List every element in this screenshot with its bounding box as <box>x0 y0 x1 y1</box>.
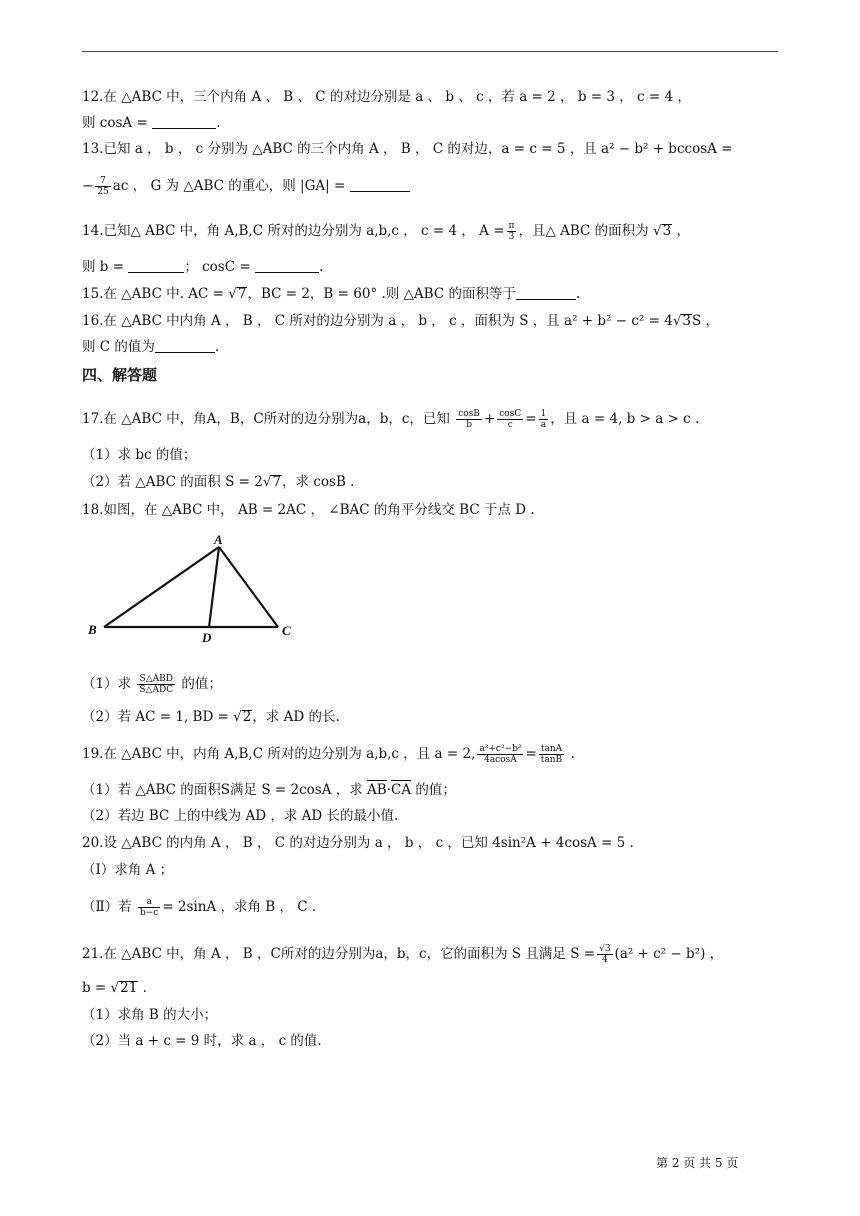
triangle-figure <box>84 532 304 646</box>
q17-part1: （1）求 bc 的值； <box>82 447 197 463</box>
fraction: $\frac{√3}{4}$ <box>599 944 611 965</box>
label-b: B <box>88 622 97 637</box>
fraction: $\frac{\cos C}{c}$ <box>499 409 522 430</box>
q12-line1: 12.在 △ABC 中，三个内角 A 、 B 、 C 的对边分别是 a 、 b 、 c ，若 a = 2 ， b = 3 ， c = 4 ， <box>82 89 691 105</box>
q19-part2: （2）若边 BC 上的中线为 AD ，求 AD 长的最小值. <box>82 808 399 824</box>
q17-part2: （2）若 △ABC 的面积 S = 2√7，求 cosB . <box>82 474 355 490</box>
q20-part1: （Ⅰ）求角 A ； <box>82 862 174 878</box>
answer-blank[interactable] <box>152 115 216 129</box>
q18-part1: （1）求 $\frac{\text{S△ABD}}{\text{S△ADC}}$ 的值； <box>82 674 222 695</box>
section-heading: 四、解答题 <box>82 366 158 384</box>
fraction: $\frac{1}{a}$ <box>540 409 547 430</box>
vector-ca: CA <box>391 782 412 798</box>
q14-line2: 则 b = ； cosC = . <box>82 259 324 275</box>
page-footer: 第 2 页 共 5 页 <box>656 1156 739 1170</box>
fraction: $\frac{\tan A}{\tan B}$ <box>540 744 563 765</box>
q21-part2: （2）当 a + c = 9 时，求 a ， c 的值. <box>82 1033 322 1049</box>
bisector-ad <box>209 547 219 627</box>
q13-line1: 13.已知 a ， b ， c 分别为 △ABC 的三个内角 A ， B ， C 的对边，a = c = 5 ，且 a² − b² + bccosA = <box>82 141 733 157</box>
answer-blank[interactable] <box>155 339 215 353</box>
q18-part2: （2）若 AC = 1, BD = √2，求 AD 的长. <box>82 709 340 725</box>
answer-blank[interactable] <box>516 286 576 300</box>
q14-line1: 14.已知△ ABC 中，角 A,B,C 所对的边分别为 a,b,c ， c = 4 ， A = $\frac{\pi}{3}$ ，且△ ABC 的面积为 √3 ， <box>82 221 690 242</box>
fraction: $\frac{7}{25}$ <box>97 176 109 197</box>
q21-line1: 21.在 △ABC 中，角 A ， B ，C所对的边分别为a，b，c，它的面积为 S 且满足 S = $\frac{√3}{4}$ (a² + c² − b²) ， <box>82 944 724 965</box>
fraction: $\frac{\cos B}{b}$ <box>458 409 480 430</box>
q12-line2: 则 cosA = . <box>82 115 221 131</box>
label-a: A <box>214 532 223 547</box>
q16-line2: 则 C 的值为 . <box>82 339 220 355</box>
q19-line1: 19.在 △ABC 中，内角 A,B,C 所对的边分别为 a,b,c ，且 a = 2, $\frac{\text{a²+c²−b²}}{4acosA}$ = $\frac{\tan A}{\tan B}$ . <box>82 744 575 765</box>
answer-blank[interactable] <box>128 259 184 273</box>
side-ac <box>219 547 278 627</box>
fraction: $\frac{\text{a²+c²−b²}}{4acosA}$ <box>479 744 522 765</box>
q16-line1: 16.在 △ABC 中内角 A ， B ， C 所对的边分别为 a ， b ， c ，面积为 S ，且 a² + b² − c² = 4√3S ， <box>82 313 720 329</box>
fraction: $\frac{\pi}{3}$ <box>508 221 515 242</box>
answer-blank[interactable] <box>350 178 410 192</box>
q20-part2: （Ⅱ）若 $\frac{a}{b-c}$ = 2sinA ，求角 B ， C . <box>82 897 317 918</box>
q19-part1: （1）若 △ABC 的面积S满足 S = 2cosA ，求 AB·CA 的值； <box>82 782 456 798</box>
fraction: $\frac{\text{S△ABD}}{\text{S△ADC}}$ <box>139 674 174 695</box>
fraction: $\frac{a}{b-c}$ <box>139 897 159 918</box>
q17-line1: 17.在 △ABC 中，角A，B，C所对的边分别为a，b，c，已知 $\frac{\cos B}{b}$ + $\frac{\cos C}{c}$ = $\frac{1}{a}$ ，且 a = 4, b > a > c . <box>82 409 700 430</box>
q15-line: 15.在 △ABC 中. AC = √7，BC = 2，B = 60° .则 △ABC 的面积等于 . <box>82 286 581 302</box>
vector-ab: AB <box>367 782 387 798</box>
q18-line1: 18.如图，在 △ABC 中， AB = 2AC ， ∠BAC 的角平分线交 BC 于点 D . <box>82 502 535 518</box>
side-ab <box>104 547 219 627</box>
label-d: D <box>202 630 212 645</box>
q21-line2: b = √21 . <box>82 980 147 996</box>
answer-blank[interactable] <box>255 259 319 273</box>
q20-line1: 20.设 △ABC 的内角 A ， B ， C 的对边分别为 a ， b ， c ，已知 4sin²A + 4cosA = 5 . <box>82 835 634 851</box>
header-rule <box>82 51 778 52</box>
label-c: C <box>282 623 291 638</box>
q21-part1: （1）求角 B 的大小； <box>82 1007 218 1023</box>
q13-line2: − $\frac{7}{25}$ ac ， G 为 △ABC 的重心，则 |GA| = <box>82 176 410 197</box>
